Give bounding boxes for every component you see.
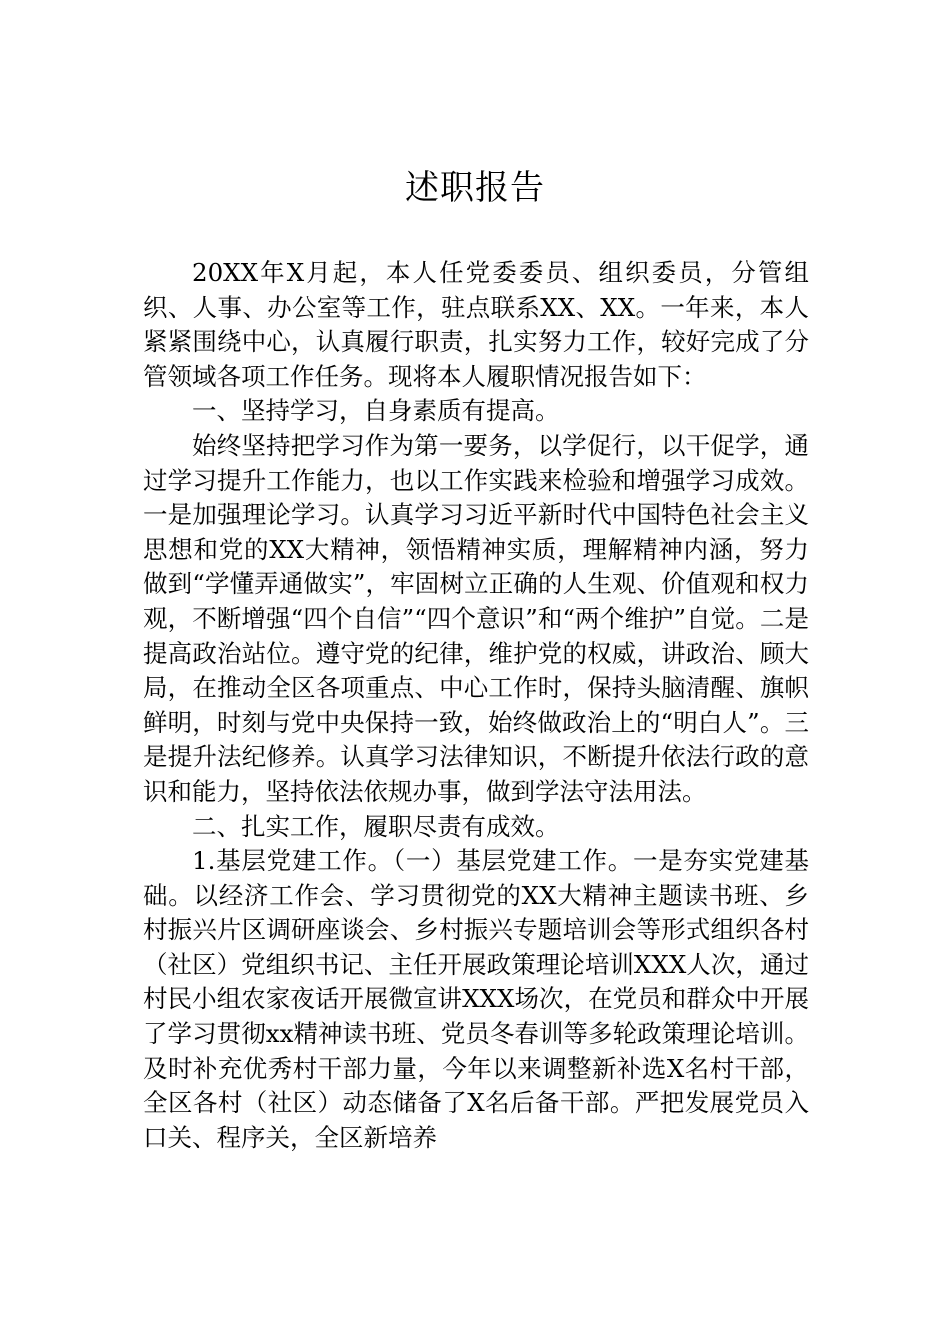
section-2-paragraph: 1.基层党建工作。（一）基层党建工作。一是夯实党建基础。以经济工作会、学习贯彻党的XX大精神主题读书班、乡村振兴片区调研座谈会、乡村振兴专题培训会等形式组织各村（社区）党组织书记、主任开展政策理论培训XXX人次，通过村民小组农家夜话开展微宣讲XXX场次，在党员和群众中开展了学习贯彻xx精神读书班、党员冬春训等多轮政策理论培训。及时补充优秀村干部力量，今年以来调整新补选X名村干部，全区各村（社区）动态储备了X名后备干部。严把发展党员入口关、程序关，全区新培养 [143, 846, 809, 1152]
document-title: 述职报告 [405, 168, 545, 208]
section-heading-1: 一、坚持学习，自身素质有提高。 [192, 396, 560, 426]
document-body [143, 256, 809, 1155]
section-1-paragraph: 始终坚持把学习作为第一要务，以学促行，以干促学，通过学习提升工作能力，也以工作实践来检验和增强学习成效。一是加强理论学习。认真学习习近平新时代中国特色社会主义思想和党的XX大精神，领悟精神实质，理解精神内涵，努力做到“学懂弄通做实”，牢固树立正确的人生观、价值观和权力观，不断增强“四个自信”“四个意识”和“两个维护”自觉。二是提高政治站位。遵守党的纪律，维护党的权威，讲政治、顾大局，在推动全区各项重点、中心工作时，保持头脑清醒、旗帜鲜明，时刻与党中央保持一致，始终做政治上的“明白人”。三是提升法纪修养。认真学习法律知识，不断提升依法行政的意识和能力，坚持依法依规办事，做到学法守法用法。 [143, 430, 809, 806]
section-heading-2: 二、扎实工作，履职尽责有成效。 [192, 811, 560, 841]
intro-paragraph: 20XX年X月起，本人任党委委员、组织委员，分管组织、人事、办公室等工作，驻点联系XX、XX。一年来，本人紧紧围绕中心，认真履行职责，扎实努力工作，较好完成了分管领域各项工作任务。现将本人履职情况报告如下： [143, 258, 809, 391]
